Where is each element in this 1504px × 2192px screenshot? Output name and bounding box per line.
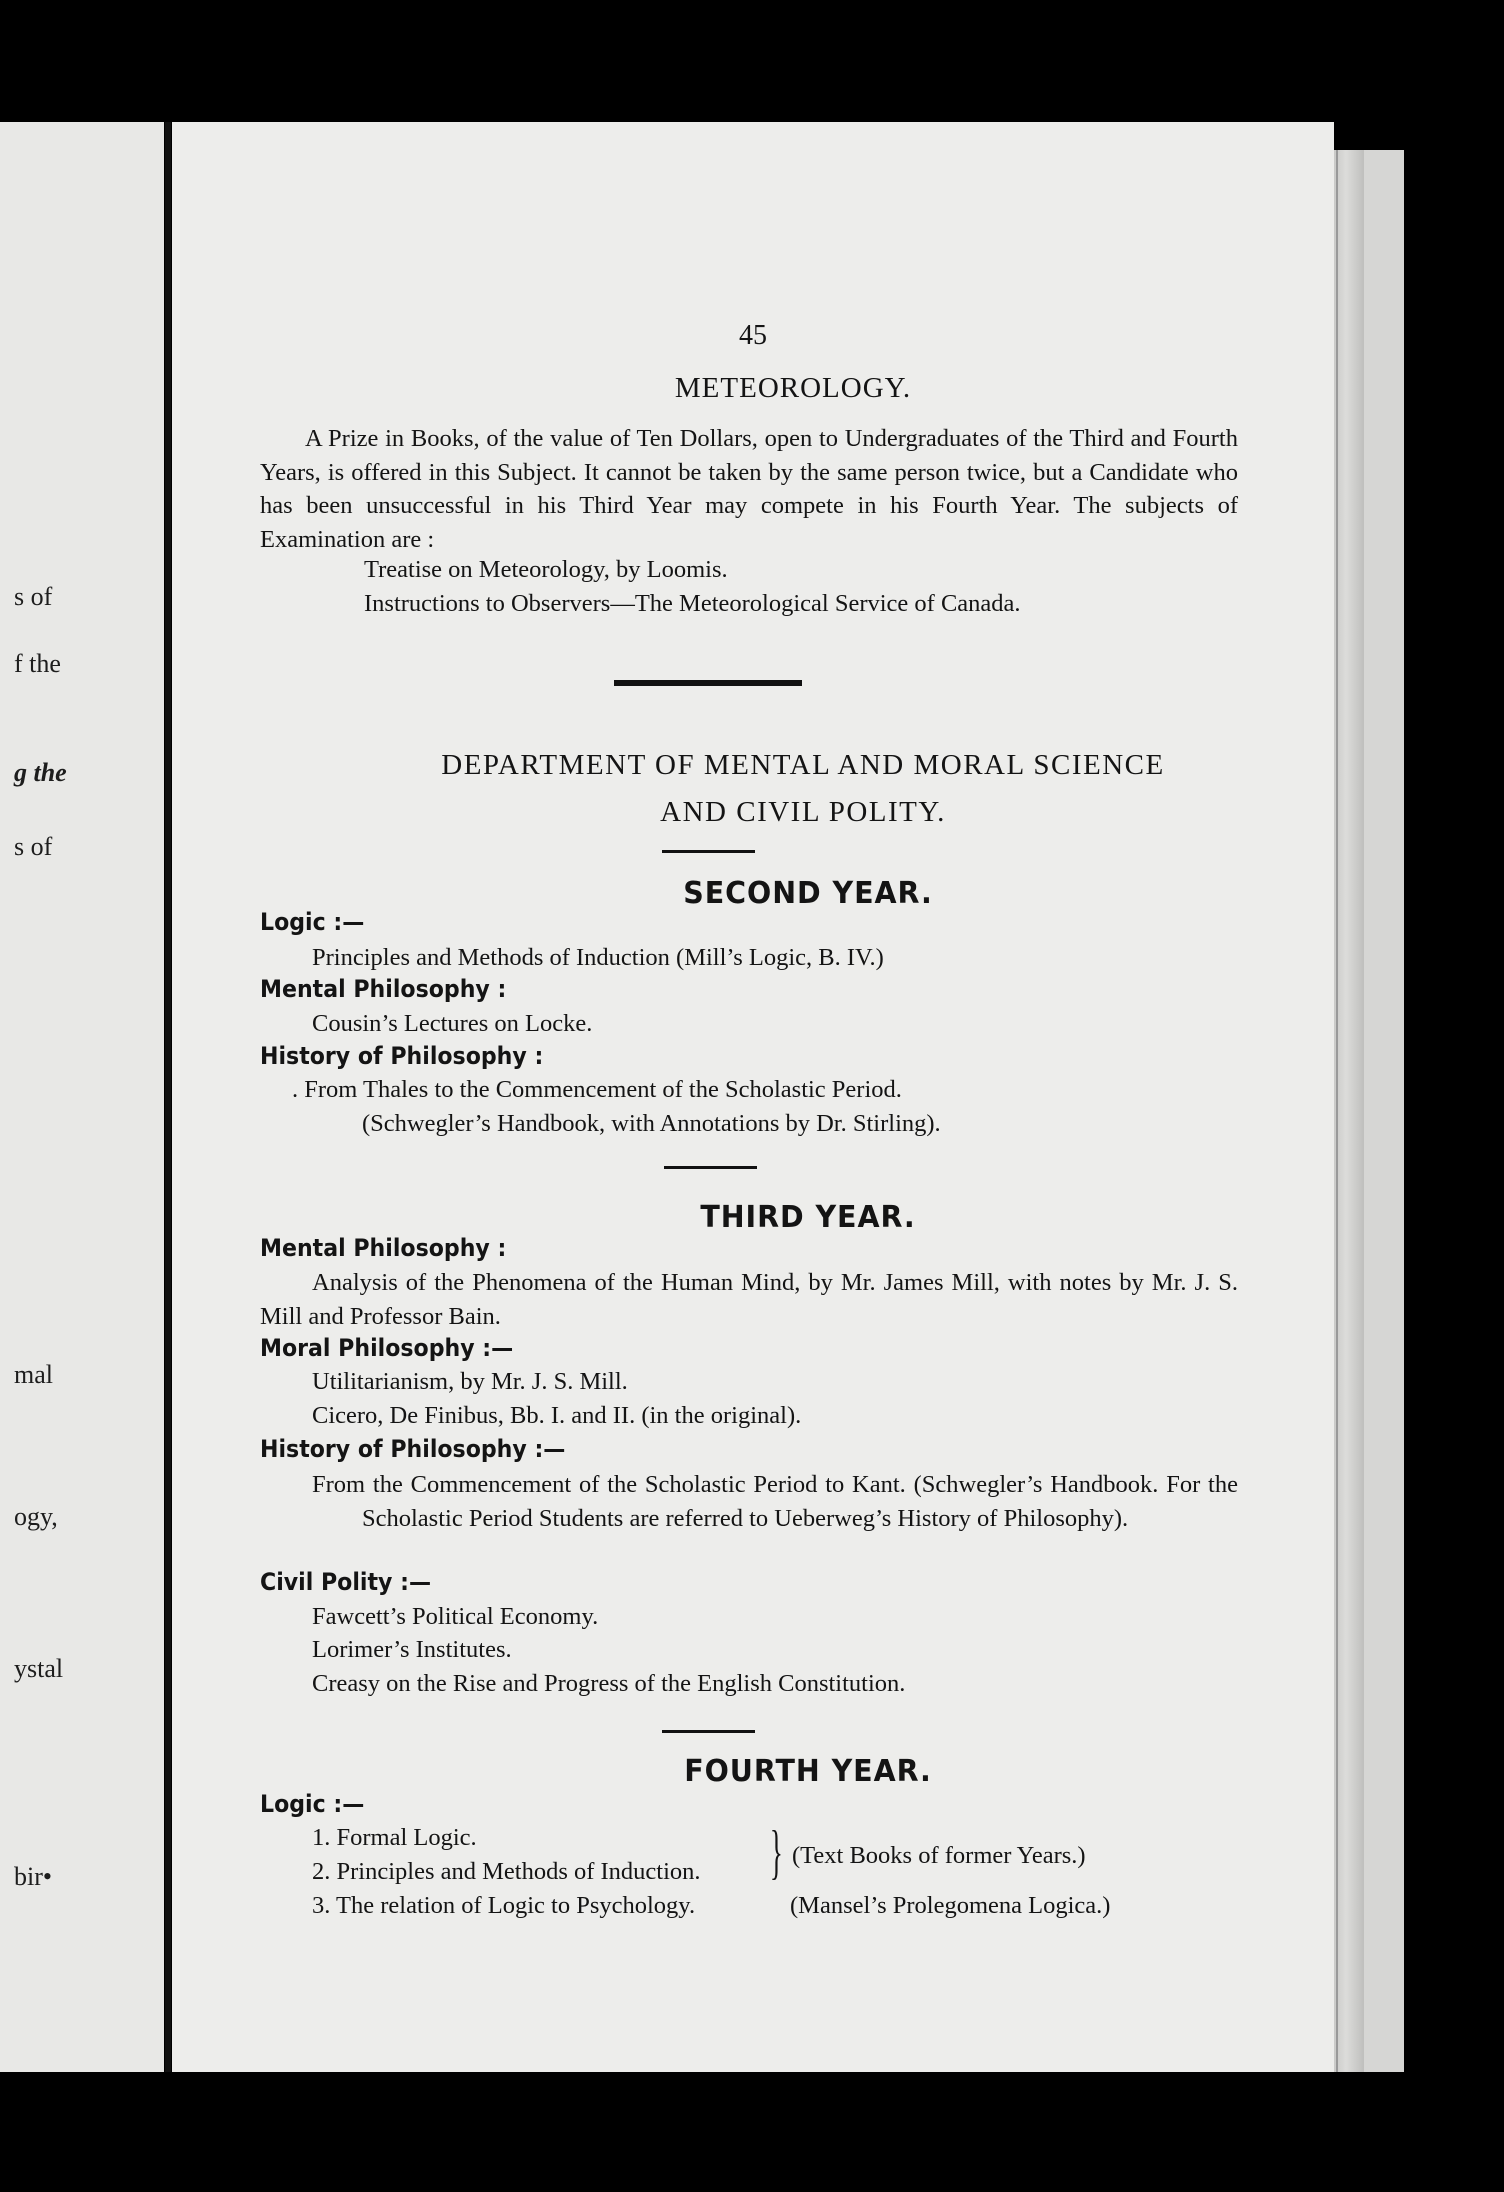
subject-label: Mental Philosophy : (260, 1234, 507, 1262)
reading-item: . From Thales to the Commencement of the Scholastic Period. (292, 1076, 902, 1103)
reading-item: Fawcett’s Political Economy. (312, 1603, 599, 1630)
reading-item: (Schwegler’s Handbook, with Annotations by Dr. Stirling). (362, 1110, 941, 1137)
section-divider (614, 680, 802, 686)
item-note: (Mansel’s Prolegomena Logica.) (790, 1892, 1111, 1919)
facing-text-fragment: g the (14, 758, 67, 787)
subject-label: History of Philosophy :— (260, 1435, 566, 1463)
subject-label: Civil Polity :— (260, 1568, 432, 1596)
facing-text-fragment: mal (14, 1360, 53, 1389)
numbered-item: 1. Formal Logic. (312, 1824, 477, 1851)
meteorology-paragraph: A Prize in Books, of the value of Ten Dollars, open to Undergraduates of the Third and Fourth Years, is offered in this Subject. It cannot be taken by the same person twice, but a Candidate who has been unsuccessful in his Third Year may compete in his Fourth Year. The subjects of Examination are : (260, 425, 1238, 553)
reading-item: Utilitarianism, by Mr. J. S. Mill. (312, 1368, 628, 1395)
reading-item: Cicero, De Finibus, Bb. I. and II. (in the original). (312, 1402, 802, 1429)
facing-text-fragment: bir• (14, 1862, 52, 1891)
department-heading-line2: AND CIVIL POLITY. (660, 796, 946, 828)
meteorology-book: Treatise on Meteorology, by Loomis. (364, 556, 728, 583)
numbered-item: 3. The relation of Logic to Psychology. (312, 1892, 696, 1919)
book-gutter (165, 122, 171, 2072)
short-divider (662, 850, 755, 853)
facing-page-fragment (0, 122, 164, 2072)
short-divider (662, 1730, 755, 1733)
page-edge (1364, 150, 1404, 2072)
document-page (172, 122, 1334, 2072)
department-heading-line1: DEPARTMENT OF MENTAL AND MORAL SCIENCE (441, 749, 1165, 781)
facing-text-fragment: ogy, (14, 1502, 58, 1531)
facing-text-fragment: f the (14, 649, 61, 678)
numbered-item: 2. Principles and Methods of Induction. (312, 1858, 701, 1885)
reading-item: Lorimer’s Institutes. (312, 1636, 512, 1663)
subject-label: History of Philosophy : (260, 1042, 544, 1070)
facing-text-fragment: s of (14, 582, 53, 611)
subject-label: Logic :— (260, 1790, 365, 1818)
facing-text-fragment: ystal (14, 1654, 64, 1683)
facing-text-fragment: s of (14, 832, 53, 861)
short-divider (664, 1166, 757, 1169)
reading-item: Creasy on the Rise and Progress of the English Constitution. (312, 1670, 906, 1697)
reading-item: Cousin’s Lectures on Locke. (312, 1010, 593, 1037)
page-fold-line (1336, 150, 1338, 2072)
reading-item: Principles and Methods of Induction (Mill’s Logic, B. IV.) (312, 944, 884, 971)
brace-glyph: } (769, 1819, 783, 1885)
page-edge (1334, 150, 1364, 2072)
subject-label: Logic :— (260, 908, 365, 936)
second-year-heading: SECOND YEAR. (683, 876, 933, 911)
subject-label: Moral Philosophy :— (260, 1334, 514, 1362)
third-year-heading: THIRD YEAR. (700, 1200, 916, 1235)
meteorology-book: Instructions to Observers—The Meteorological Service of Canada. (364, 590, 1021, 617)
item-note: (Text Books of former Years.) (792, 1842, 1086, 1869)
reading-paragraph: Analysis of the Phenomena of the Human Mind, by Mr. James Mill, with notes by Mr. J. S. Mill and Professor Bain. (260, 1269, 1238, 1330)
fourth-year-heading: FOURTH YEAR. (684, 1754, 932, 1789)
meteorology-heading: METEOROLOGY. (674, 372, 912, 404)
reading-paragraph: From the Commencement of the Scholastic Period to Kant. (Schwegler’s Handbook. For the Scholastic Period Students are referred to Ueberweg’s History of Philosophy). (312, 1471, 1238, 1532)
page-number: 45 (739, 320, 767, 351)
subject-label: Mental Philosophy : (260, 975, 507, 1003)
